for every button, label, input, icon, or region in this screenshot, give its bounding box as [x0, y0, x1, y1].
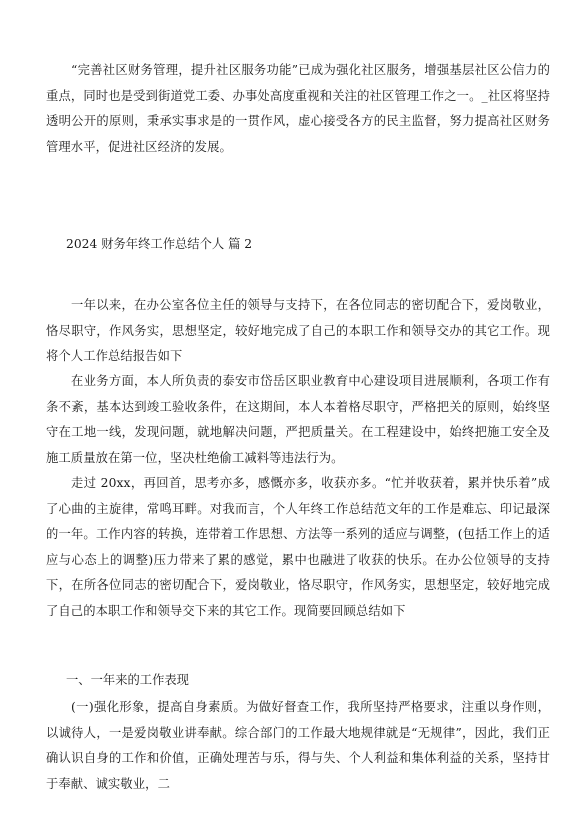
paragraph-strengthen-image: (一)强化形象，提高自身素质。为做好督查工作，我所坚持严格要求，注重以身作则，以诚待人，一是爱岗敬业讲奉献。综合部门的工作最大地规律就是“无规律”，因此，我们正确认识自身的工作和价值，正确处理苦与乐，得与失、个人利益和集体利益的关系，坚持甘于奉献、诚实敬业，二	[46, 700, 550, 791]
paragraph-finance-management: “完善社区财务管理，提升社区服务功能”已成为强化社区服务，增强基层社区公信力的重点，同时也是受到街道党工委、办事处高度重视和关注的社区管理工作之一。_社区将坚持透明公开的原则，秉承实事求是的一贯作风，虚心接受各方的民主监督，努力提高社区财务管理水平，促进社区经济的发展。	[46, 63, 550, 154]
paragraph-reflection: 走过 20xx，再回首，思考亦多，感慨亦多，收获亦多。“忙并收获着，累并快乐着”成了心曲的主旋律，常鸣耳畔。对我而言，个人年终工作总结范文年的工作是难忘、印记最深的一年。工作内容的转换，连带着工作思想、方法等一系列的适应与调整，(包括工作上的适应与心态上的调整)压力带来了累的感觉，累中也融进了收获的快乐。在办公位领导的支持下，在所各位同志的密切配合下，爱岗敬业，恪尽职守，作风务实，思想坚定，较好地完成了自己的本职工作和领导交下来的其它工作。现简要回顾总结如下	[46, 476, 550, 618]
paragraph-business: 在业务方面，本人所负责的泰安市岱岳区职业教育中心建设项目进展顺利，各项工作有条不紊，基本达到竣工验收条件，在这期间，本人本着格尽职守，严格把关的原则，始终坚守在工地一线，发现问题，就地解决问题，严把质量关。在工程建设中，始终把施工安全及施工质量放在第一位，坚决杜绝偷工减料等违法行为。	[46, 374, 550, 465]
section-title: 2024 财务年终工作总结个人 篇 2	[66, 237, 253, 251]
subheading-work-performance: 一、一年来的工作表现	[66, 673, 189, 687]
paragraph-year-summary: 一年以来，在办公室各位主任的领导与支持下，在各位同志的密切配合下，爱岗敬业，恪尽职守，作风务实，思想坚定，较好地完成了自己的本职工作和领导交办的其它工作。现将个人工作总结报告如下	[46, 298, 550, 363]
